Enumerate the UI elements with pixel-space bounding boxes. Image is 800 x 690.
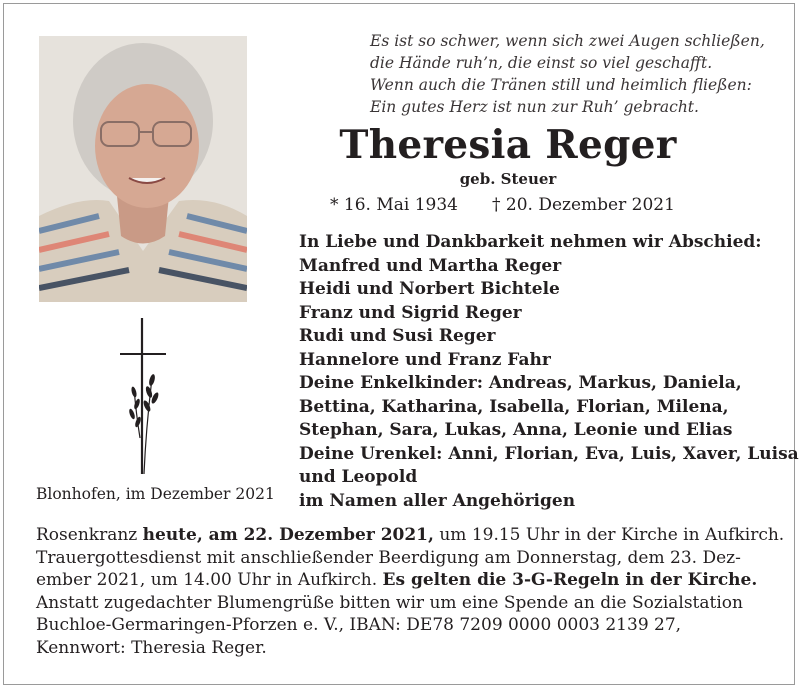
funeral-notice bbox=[36, 524, 785, 659]
mourners-line: Franz und Sigrid Reger bbox=[299, 302, 522, 323]
notice-line: Kennwort: Theresia Reger. bbox=[36, 637, 267, 658]
portrait-photo bbox=[39, 36, 247, 302]
poem-line: die Hände ruh’n, die einst so viel geschafft. bbox=[370, 54, 713, 72]
notice-line bbox=[36, 569, 772, 592]
mourners-line: und Leopold bbox=[299, 467, 418, 487]
notice-text: um 19.15 Uhr in der Kirche in Aufkirch. bbox=[433, 525, 785, 545]
place-and-date: Blonhofen, im Dezember 2021 bbox=[36, 485, 275, 503]
notice-text: Rosenkranz bbox=[36, 525, 143, 545]
mourners-line: Deine Urenkel: Anni, Florian, Eva, Luis, Xaver, Luisa bbox=[299, 443, 799, 464]
death-date: † 20. Dezember 2021 bbox=[492, 195, 675, 215]
notice-line: Buchloe-Germaringen-Pforzen e. V., IBAN: DE78 7209 0000 0003 2139 27, bbox=[36, 615, 682, 635]
notice-line bbox=[36, 524, 785, 547]
mourners-line: im Namen aller Angehörigen bbox=[299, 490, 576, 511]
mourners-line: Manfred und Martha Reger bbox=[299, 255, 562, 276]
birth-date: * 16. Mai 1934 bbox=[330, 195, 458, 215]
mourners-line: Rudi und Susi Reger bbox=[299, 326, 496, 346]
notice-line: Trauergottesdienst mit anschließender Beerdigung am Donnerstag, dem 23. Dez- bbox=[36, 547, 741, 568]
mourners-line: Heidi und Norbert Bichtele bbox=[299, 279, 560, 299]
mourners-line: In Liebe und Dankbarkeit nehmen wir Abschied: bbox=[299, 232, 762, 252]
deceased-name: Theresia Reger bbox=[339, 122, 677, 168]
mourners-line: Deine Enkelkinder: Andreas, Markus, Daniela, bbox=[299, 373, 742, 393]
life-dates bbox=[330, 195, 675, 215]
mourners-line: Hannelore und Franz Fahr bbox=[299, 349, 551, 370]
mourners-list bbox=[299, 231, 799, 513]
poem-line: Es ist so schwer, wenn sich zwei Augen schließen, bbox=[370, 32, 765, 50]
notice-line: Anstatt zugedachter Blumengrüße bitten wir um eine Spende an die Sozialstation bbox=[36, 592, 743, 613]
poem-line: Wenn auch die Tränen still und heimlich fließen: bbox=[370, 76, 752, 94]
notice-emphasis: heute, am 22. Dezember 2021, bbox=[142, 525, 434, 545]
mourners-line: Stephan, Sara, Lukas, Anna, Leonie und Elias bbox=[299, 420, 733, 440]
notice-emphasis: Es gelten die 3-G-Regeln in der Kirche. bbox=[382, 570, 758, 590]
notice-text: ember 2021, um 14.00 Uhr in Aufkirch. bbox=[36, 570, 383, 590]
poem-line: Ein gutes Herz ist nun zur Ruh’ gebracht. bbox=[370, 98, 699, 116]
poem bbox=[370, 30, 780, 118]
birth-name: geb. Steuer bbox=[459, 170, 557, 188]
mourners-line: Bettina, Katharina, Isabella, Florian, Milena, bbox=[299, 396, 729, 417]
cross-icon bbox=[116, 318, 172, 482]
